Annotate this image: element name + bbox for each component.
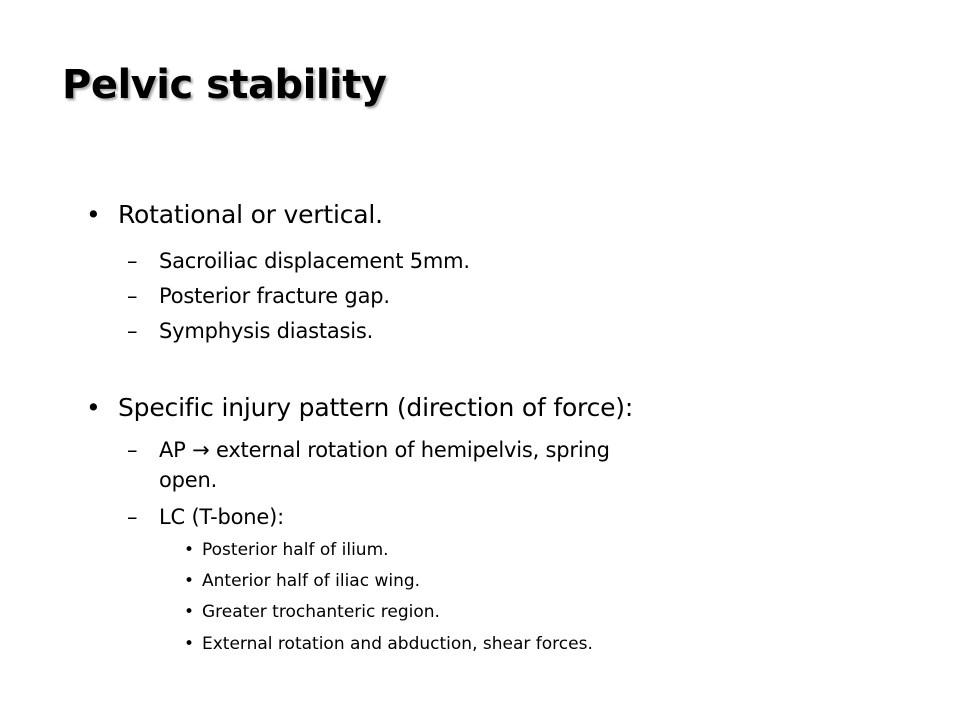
sub-bullet-text: AP → external rotation of hemipelvis, spring — [159, 438, 610, 462]
small-bullet-icon: • — [184, 571, 195, 591]
bullet-text-specific-injury: Specific injury pattern (direction of force): — [118, 393, 634, 422]
sub-bullet-text: Sacroiliac displacement 5mm. — [159, 249, 470, 273]
small-bullet-icon: • — [184, 602, 195, 622]
dash-icon: – — [127, 438, 138, 462]
slide-title: Pelvic stability — [62, 62, 387, 108]
bullet-icon: • — [86, 200, 101, 229]
sub-bullet-text-continuation: open. — [159, 468, 218, 492]
sub-bullet-text: Posterior fracture gap. — [159, 284, 390, 308]
sub-sub-bullet-text: Posterior half of ilium. — [202, 540, 389, 560]
sub-sub-bullet-text: External rotation and abduction, shear forces. — [202, 634, 593, 654]
sub-sub-bullet-text: Greater trochanteric region. — [202, 602, 440, 622]
dash-icon: – — [127, 249, 138, 273]
sub-bullet-text: LC (T-bone): — [159, 505, 284, 529]
dash-icon: – — [127, 319, 138, 343]
sub-bullet-text: Symphysis diastasis. — [159, 319, 374, 343]
dash-icon: – — [127, 505, 138, 529]
bullet-icon: • — [86, 393, 101, 422]
small-bullet-icon: • — [184, 540, 195, 560]
bullet-text-rotational: Rotational or vertical. — [118, 200, 383, 229]
sub-sub-bullet-text: Anterior half of iliac wing. — [202, 571, 421, 591]
dash-icon: – — [127, 284, 138, 308]
small-bullet-icon: • — [184, 634, 195, 654]
